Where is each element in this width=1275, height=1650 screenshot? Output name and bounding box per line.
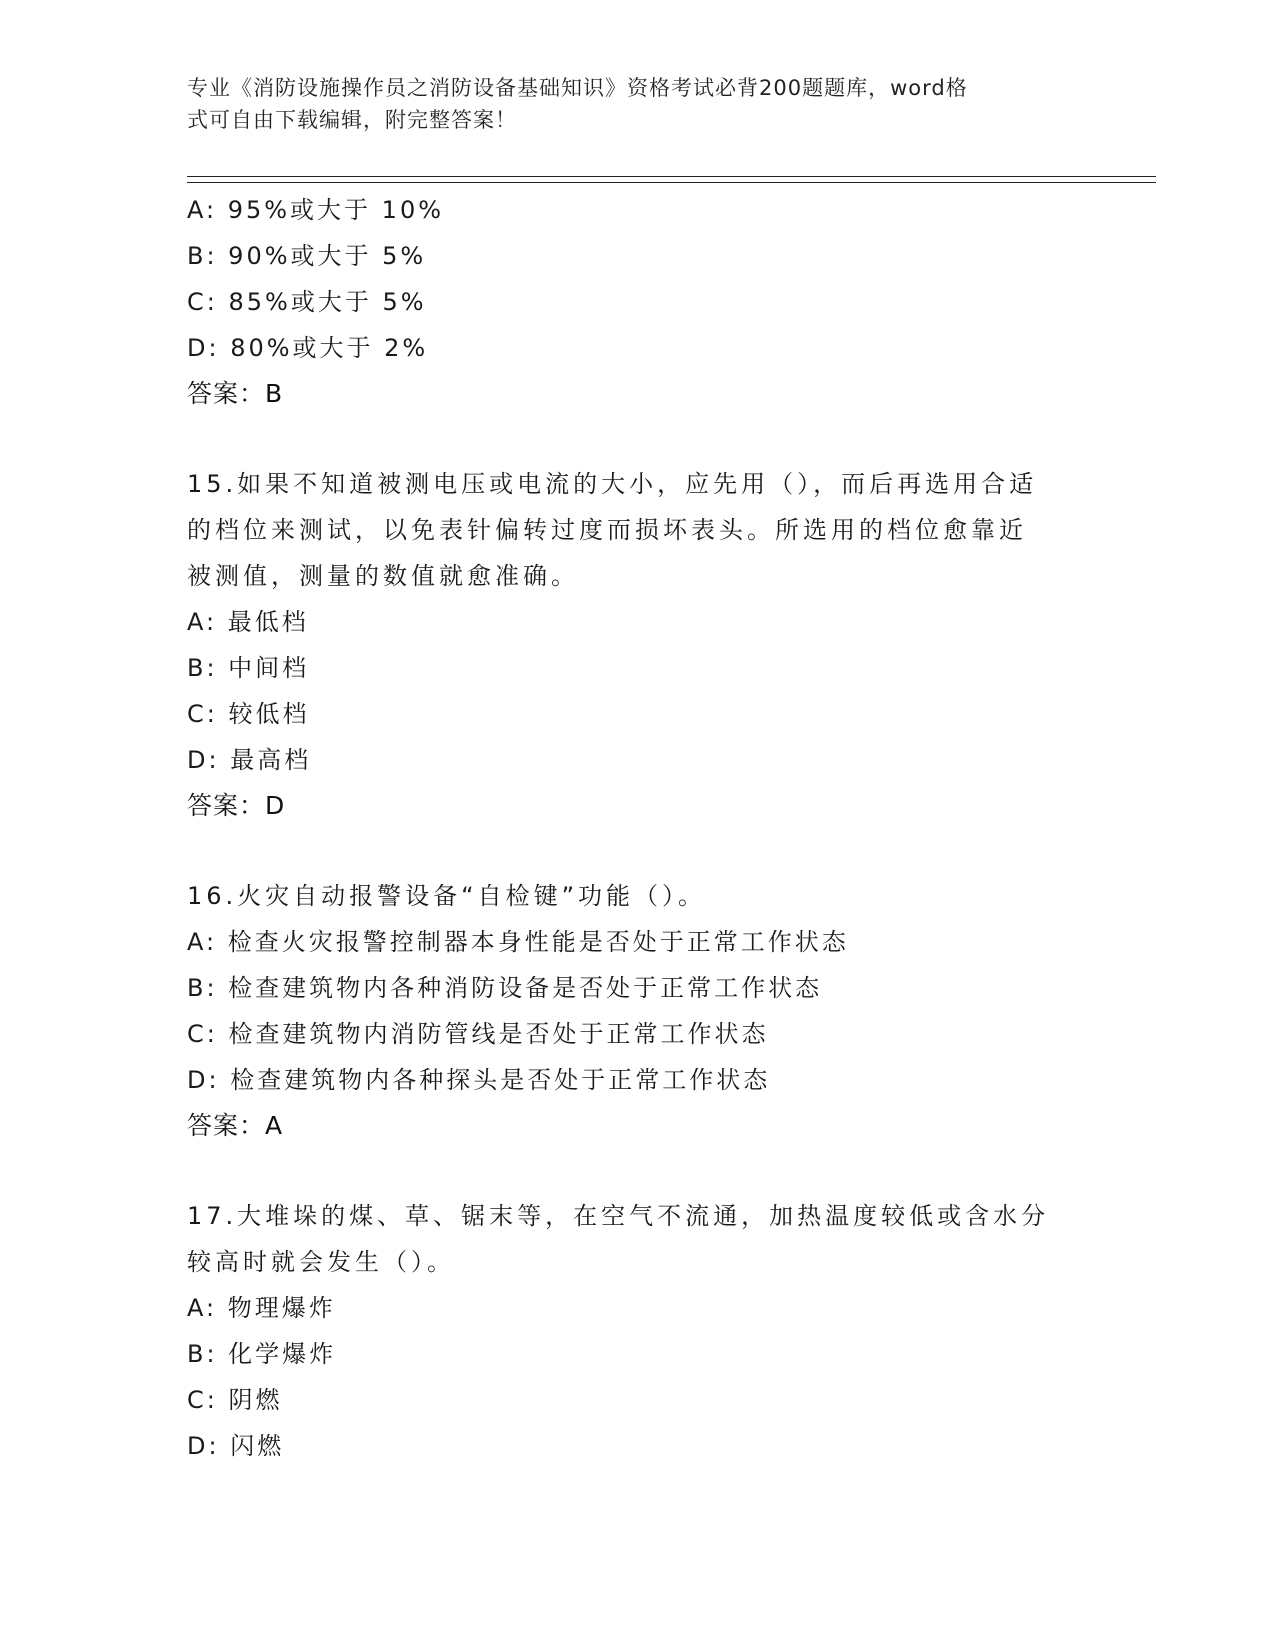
document-header	[187, 72, 1067, 136]
option-d: D: 检查建筑物内各种探头是否处于正常工作状态	[187, 1066, 771, 1094]
option-d: D: 最高档	[187, 746, 312, 774]
option-a: A: 最低档	[187, 608, 309, 636]
answer-label: 答案：B	[187, 379, 284, 408]
question-stem: 的档位来测试，以免表针偏转过度而损坏表头。所选用的档位愈靠近	[187, 516, 1027, 544]
option-b: B: 检查建筑物内各种消防设备是否处于正常工作状态	[187, 974, 823, 1002]
option-a: A: 检查火灾报警控制器本身性能是否处于正常工作状态	[187, 928, 849, 956]
option-b: B: 中间档	[187, 654, 310, 682]
option-b: B: 90%或大于 5%	[187, 242, 427, 270]
question-stem: 15.如果不知道被测电压或电流的大小，应先用（），而后再选用合适	[187, 470, 1038, 498]
question-spacer	[187, 1149, 1087, 1193]
header-line-2: 式可自由下载编辑，附完整答案！	[187, 108, 517, 132]
header-divider-top	[187, 176, 1156, 177]
option-d: D: 80%或大于 2%	[187, 334, 429, 362]
question-partial	[187, 187, 1087, 417]
option-a: A: 物理爆炸	[187, 1294, 336, 1322]
question-17	[187, 1193, 1087, 1469]
option-c: C: 检查建筑物内消防管线是否处于正常工作状态	[187, 1020, 769, 1048]
question-spacer	[187, 417, 1087, 461]
question-list	[187, 187, 1087, 1469]
option-a: A: 95%或大于 10%	[187, 196, 445, 224]
question-stem: 17.大堆垛的煤、草、锯末等，在空气不流通，加热温度较低或含水分	[187, 1202, 1050, 1230]
answer-label: 答案：A	[187, 1111, 284, 1140]
option-b: B: 化学爆炸	[187, 1340, 337, 1368]
question-16	[187, 873, 1087, 1149]
header-divider-bottom	[187, 182, 1156, 183]
question-spacer	[187, 829, 1087, 873]
question-stem: 较高时就会发生（）。	[187, 1248, 455, 1276]
header-line-1: 专业《消防设施操作员之消防设备基础知识》资格考试必背200题题库，word格	[187, 76, 968, 100]
option-c: C: 85%或大于 5%	[187, 288, 427, 316]
option-d: D: 闪燃	[187, 1432, 285, 1460]
question-stem: 被测值，测量的数值就愈准确。	[187, 562, 579, 590]
option-c: C: 较低档	[187, 700, 310, 728]
option-c: C: 阴燃	[187, 1386, 283, 1414]
question-stem: 16.火灾自动报警设备“自检键”功能（）。	[187, 882, 707, 910]
answer-label: 答案：D	[187, 791, 286, 820]
question-15	[187, 461, 1087, 829]
